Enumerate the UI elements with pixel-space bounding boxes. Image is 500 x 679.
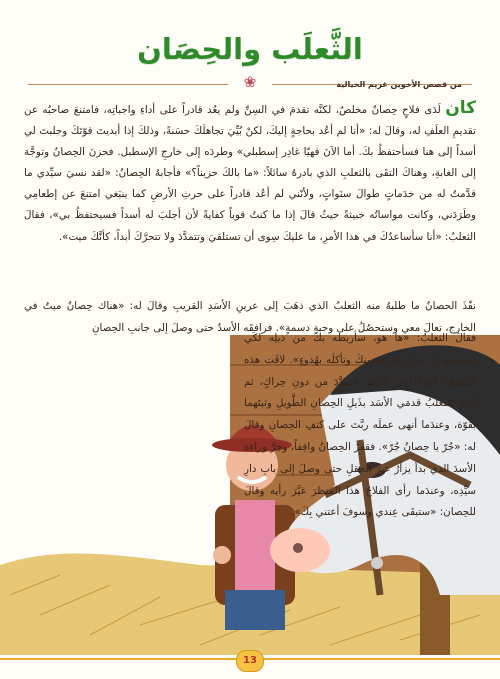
flower-ornament-icon: ❀ [243, 73, 257, 91]
paragraph-1-text: لَدَى فلاحٍ حِصانٌ مخلصٌ، لكنَّه تقدمَ في السِنِّ ولم يعُد قادراً على أداءِ واجباتِه، فامتنعَ صاحبُه عن تقديمِ العلَفِ له، وقالَ له: «أنا لم أعُد بحاجةٍ إليكَ، لكنْ بُيِّيَ تجاهلَكَ حسَنةً، وذلكَ إذا أبديتَ قوّتَكَ وجلبتَ لي أسداً إلى هنا فسأحتفظُ بكَ. أما الآنَ فهيّا غادِر إسطبلي» وطردَه إلى خارجِ الإسطبل. فحزنَ الحِصانُ وتوجَّهَ إلى الغابةِ، وهناكَ التقَى بالثعلبِ الذي بادرهُ سائلاً: «ما بالكَ حزيناً؟» فأجابهُ الحِصانُ: «لقد نسيَ سيِّدي ما قدَّمتُ له من خدَماتٍ طوالَ سنَواتٍ، ولأنّني لم أعُد قادراً على حرثِ الأرضِ كما ينبَغي امتنعَ عن إطعامِي وطَرَدَني، وكانت مواساتُه خبيثةً حيثُ قالَ إذا ما كنتُ قوياً كفايةً لأن أجلبَ له أسداً فسيحتفظُ بي»، فقالَ الثعلبُ: «أنا سأساعدُكَ في هذا الأمرِ، ما عليكَ سِوى أن تستلقيَ وتتمدَّدَ ولا تتحرَّكَ أبداً، كأنَّكَ ميت». [24, 104, 476, 243]
paragraph-2-rest: فقالَ الثعلبُ: «ها هو، سأربطه بكَ من ذيلِه لكَي تستطيعَ أن تجرَّه إلى عرينِكَ وتأكلَه بهُدوءٍ». لاقَت هذه النَّصيحة قُبولاً لدى الأسَد، فتمدَّدَ من دونِ حِراكٍ، ثم أوثَقَ الثعلبُ قدمَي الأسَد بذَيلِ الحِصانِ الطَّويلِ وثبتَهما بقوّة، وعندَما أنهى عملَه ربَّتَ على كتفِ الحِصانِ وقالَ له: «جُرّ يا حِصانُ جُرّ». فقفزَ الحِصانُ واقِفاً، وجرَّ وراءه الأسدَ الذي بدأ يزأرُ عبرَ الحقلِ حتى وصلَ إلى بابِ دارِ سيِّدِه، وعندَما رأى الفلاحُ هذا المنظرَ غيَّرَ رأيه وقالَ للحِصان: «ستبقَى عِندي وسوفَ أعتني بِكَ». [244, 332, 476, 519]
page-number: 13 [236, 650, 264, 672]
series-label: من قصص الأخوين غريم الخيالية [336, 80, 462, 89]
page-title: الثَّعلَب والحِصَان [137, 32, 363, 66]
first-word: كان [445, 98, 476, 118]
paragraph-1 [24, 100, 476, 248]
paragraph-2-top: نفّذَ الحصانُ ما طلبهُ منه الثعلبُ الذي ذهَبَ إلى عرينِ الأسَدِ القريبِ وقالَ له: «هناك حِصانٌ ميتٌ في الخارجِ، تعالَ معي وستحصُلُ على وجبةٍ دسمةٍ». فرافقَه الأسدُ حتى وصلَ إلى جانبِ الحِصانِ [24, 300, 476, 334]
